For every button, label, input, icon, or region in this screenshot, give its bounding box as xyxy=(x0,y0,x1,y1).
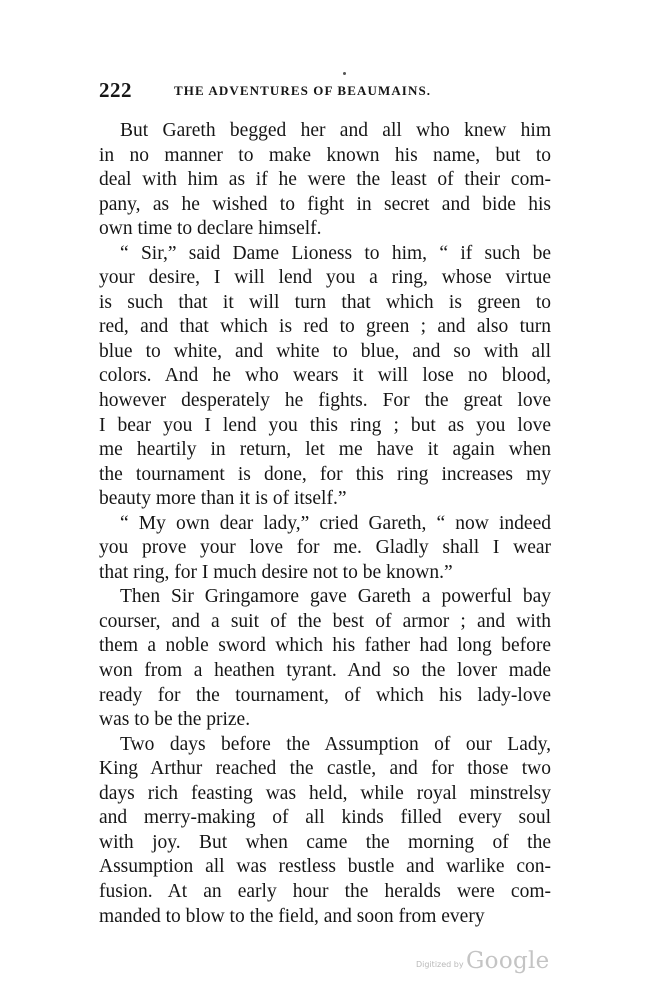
text-line: “ My own dear lady,” cried Gareth, “ now indeed xyxy=(120,512,551,534)
text-line: in no manner to make known his name, but to xyxy=(99,144,551,166)
header-mark xyxy=(343,72,346,75)
text-line: blue to white, and white to blue, and so with all xyxy=(99,340,551,362)
text-line: Assumption all was restless bustle and warlike con- xyxy=(99,856,551,878)
body-text xyxy=(99,119,551,929)
text-line: colors. And he who wears it will lose no blood, xyxy=(99,365,551,387)
digitized-by-google-watermark xyxy=(416,948,556,978)
page-number: 222 xyxy=(99,78,132,102)
text-line: ready for the tournament, of which his lady-love xyxy=(99,684,551,706)
google-logo-text: Google xyxy=(466,948,550,974)
text-line: that ring, for I much desire not to be known.” xyxy=(99,561,453,583)
text-line: King Arthur reached the castle, and for those two xyxy=(99,758,551,780)
text-line: you prove your love for me. Gladly shall I wear xyxy=(99,537,551,559)
text-line: and merry-making of all kinds filled every soul xyxy=(99,807,551,829)
page-header xyxy=(99,78,549,102)
text-line: Two days before the Assumption of our Lady, xyxy=(120,733,551,755)
text-line: Then Sir Gringamore gave Gareth a powerful bay xyxy=(120,586,551,608)
text-line: fusion. At an early hour the heralds were com- xyxy=(99,880,551,902)
text-line: was to be the prize. xyxy=(99,709,251,731)
watermark-prefix: Digitized by xyxy=(416,960,464,969)
text-line: beauty more than it is of itself.” xyxy=(99,488,347,510)
text-line: the tournament is done, for this ring increases my xyxy=(99,463,551,485)
text-line: days rich feasting was held, while royal minstrelsy xyxy=(99,782,551,804)
text-line: your desire, I will lend you a ring, whose virtue xyxy=(99,267,551,289)
text-line: deal with him as if he were the least of their com- xyxy=(99,169,551,191)
text-line: red, and that which is red to green ; and also turn xyxy=(99,316,551,338)
text-line: “ Sir,” said Dame Lioness to him, “ if such be xyxy=(120,242,551,264)
text-line: I bear you I lend you this ring ; but as you love xyxy=(99,414,551,436)
text-line: them a noble sword which his father had long before xyxy=(99,635,551,657)
text-line: pany, as he wished to fight in secret and bide his xyxy=(99,193,551,215)
text-line: is such that it will turn that which is green to xyxy=(99,291,551,313)
text-line: with joy. But when came the morning of the xyxy=(99,831,551,853)
text-line: me heartily in return, let me have it again when xyxy=(99,439,551,461)
text-line: courser, and a suit of the best of armor ; and with xyxy=(99,610,551,632)
text-line: manded to blow to the field, and soon from every xyxy=(99,905,485,927)
text-line: But Gareth begged her and all who knew him xyxy=(120,120,551,141)
text-line: however desperately he fights. For the great love xyxy=(99,390,551,412)
running-head: THE ADVENTURES OF BEAUMAINS. xyxy=(174,83,432,98)
text-line: own time to declare himself. xyxy=(99,218,322,240)
text-line: won from a heathen tyrant. And so the lover made xyxy=(99,660,551,682)
